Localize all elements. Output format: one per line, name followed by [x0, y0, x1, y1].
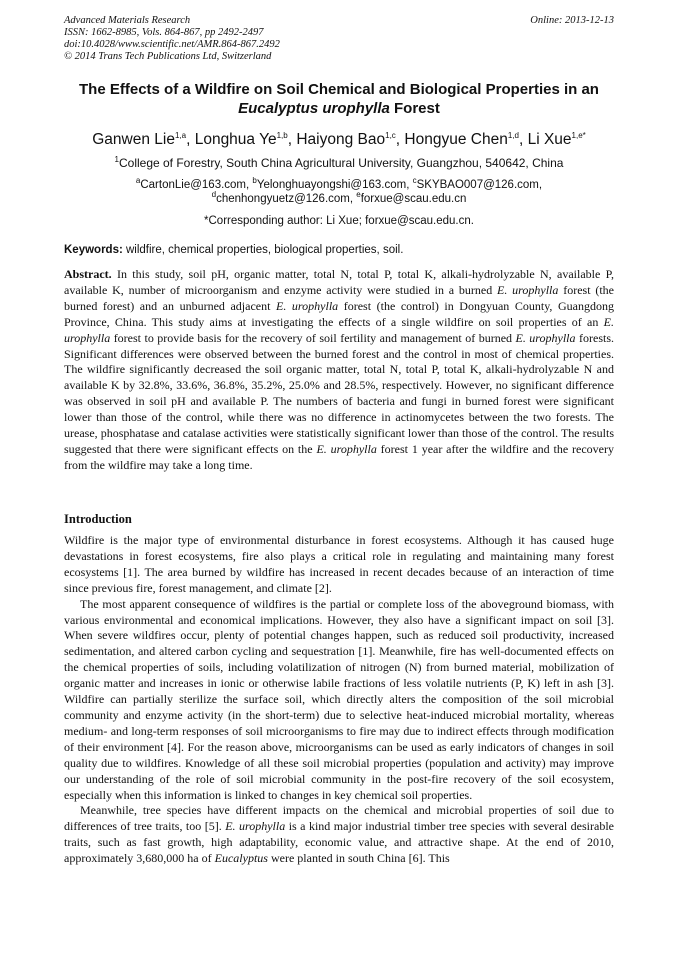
abstract-text: forests. Significant differences were observed between the burned forest and the control in most of chemical properties. The wildfire significantly decreased the soil organic matter, total N, total P, total K, alkali-hydrolyzable N and available K by 32.8%, 33.6%, 36.8%, 35.2%, 25.0% and 28.5%, respectively. However, no significant difference was observed in soil pH and available P. The numbers of bacteria and fungi in burned forest were significant lower than those of the control, while there was no difference in actinomycetes between the two forests. The urease, phosphatase and catalase activities were statistically significant lower than those of the control. The results suggested that there were significant effects on the [64, 330, 614, 456]
paper-title [40, 80, 638, 118]
author-sep: , [287, 131, 297, 148]
abstract-text: forest (the burned forest) and an unburned adjacent [64, 282, 614, 313]
paragraph: Wildfire is the major type of environmental disturbance in forest ecosystems. Although it has caused huge devastations in forest ecosystems, fire also plays a critical role in regulating and maintaining many forest ecosystems [1]. The area burned by wildfire has increased in recent decades because of an interaction of time since previous fire, forest management, and climate [2]. [64, 533, 614, 595]
abstract-text: forest to provide basis for the recovery of soil fertility and management of burned [110, 330, 516, 345]
author-name: Ganwen Lie [92, 131, 175, 148]
keywords-text: wildfire, chemical properties, biological properties, soil. [122, 244, 404, 256]
paragraph-text: Meanwhile, tree species have different impacts on the chemical and microbial properties of soil due to differences of tree traits, too [5]. [64, 803, 614, 834]
author-sep: , [186, 131, 195, 148]
paragraph-text: is a kind major industrial timber tree species with several desirable traits, such as fast growth, high adaptability, economic value, and attractive shape. At the end of 2010, approximately 3,680,000 ha of [64, 819, 614, 866]
doi: doi:10.4028/www.scientific.net/AMR.864-867.2492 [64, 39, 280, 50]
author-name: Longhua Ye [194, 131, 277, 148]
abstract-text: In this study, soil pH, organic matter, total N, total P, total K, alkali-hydrolyzable N, available P, available K, number of microorganism and enzyme activity were studied in a burned [64, 267, 614, 297]
email-sup: b [252, 176, 257, 186]
abstract-text: forest (the control) in Dongyuan County, Guangdong Province, China. This study aims at investigating the effects of a single wildfire on soil properties of an [64, 298, 614, 329]
email-address[interactable]: SKYBAO007@126.com, [416, 179, 543, 191]
affiliation-sup: 1 [114, 155, 119, 164]
author-sup: 1,e* [571, 130, 586, 140]
corresponding-author: *Corresponding author: Li Xue; forxue@scau.edu.cn. [204, 215, 474, 227]
author-sup: 1,b [276, 130, 288, 140]
keywords-label: Keywords: [64, 244, 123, 256]
email-sup: d [211, 190, 217, 200]
email-address[interactable]: chenhongyuetz@126.com, [216, 193, 357, 205]
email-list [30, 178, 648, 206]
affiliation [30, 156, 648, 171]
paragraph [64, 803, 614, 867]
online-date: Online: 2013-12-13 [530, 15, 614, 26]
species-name: E. urophylla [316, 441, 377, 456]
email-sup: c [412, 176, 417, 186]
species-name: E. urophylla [225, 819, 286, 834]
author-name: Li Xue [527, 131, 572, 148]
abstract-text: forest 1 year after the wildfire and the recovery from the wildfire may take a long time. [64, 441, 614, 472]
abstract [64, 267, 614, 474]
species-name: E. urophylla [276, 298, 339, 313]
species-name: E. urophylla [497, 282, 559, 297]
introduction-body [64, 533, 614, 867]
email-address[interactable]: CartonLie@163.com, [140, 179, 253, 191]
author-list [30, 130, 648, 150]
title-species: Eucalyptus urophylla [238, 100, 390, 117]
author-sep: , [518, 131, 528, 148]
email-line-1 [30, 178, 648, 192]
title-line-1: The Effects of a Wildfire on Soil Chemical and Biological Properties in an [79, 81, 599, 98]
author-sup: 1,a [174, 130, 187, 140]
author-sup: 1,c [385, 130, 396, 140]
author-name: Haiyong Bao [296, 131, 386, 148]
affiliation-text: College of Forestry, South China Agricultural University, Guangzhou, 540642, China [118, 156, 564, 170]
title-suffix: Forest [389, 100, 440, 117]
section-heading-introduction: Introduction [64, 512, 132, 526]
species-name: E. urophylla [64, 314, 614, 345]
author-name: Hongyue Chen [404, 131, 508, 148]
species-name: E. urophylla [515, 330, 576, 345]
paragraph: The most apparent consequence of wildfires is the partial or complete loss of the aboveground biomass, with various environmental and economical implications. However, they also have a significant impact on soil [3]. When severe wildfires occur, plenty of potential changes happen, such as reduced soil productivity, increased sedimentation, and altered carbon cycling and sequestration [1]. Meanwhile, fire has well-documented effects on the chemical properties of soils, including volatilization of nitrogen (N) from burned material, mobilization of organic matter and increases in ionic or otherwise labile fractions of less volatile nutrients (P, K) left in ash [3]. Wildfire can partially sterilize the surface soil, which directly alters the composition of the soil microbial community and enzyme activity (in the short-term) due to selective heat-induced microbial mortality, whereas medium- and long-term responses of soil microorganisms to fire may due to indirect effects through modification of their environment [4]. For the reason above, microorganisms can be used as early indicators of changes in soil quality due to wildfires. Knowledge of all these soil microbial properties (population and activity) may improve our understanding of the role of soil microbial community in the post-fire recovery of the soil ecosystem, especially when this information is linked to changes in key chemical soil properties. [64, 596, 614, 802]
journal-name: Advanced Materials Research [64, 15, 191, 26]
genus-name: Eucalyptus [214, 851, 268, 866]
title-line-2 [40, 99, 638, 118]
keywords [64, 243, 614, 257]
email-address[interactable]: forxue@scau.edu.cn [360, 193, 467, 205]
author-sup: 1,d [507, 130, 519, 140]
issn: ISSN: 1662-8985, Vols. 864-867, pp 2492-2497 [64, 27, 264, 38]
journal-header [64, 15, 614, 63]
email-sup: e [356, 190, 361, 200]
abstract-label: Abstract. [64, 267, 112, 281]
email-sup: a [135, 176, 141, 186]
email-line-2 [30, 192, 648, 206]
copyright: © 2014 Trans Tech Publications Ltd, Switzerland [64, 51, 272, 62]
email-address[interactable]: Yelonghuayongshi@163.com, [256, 179, 413, 191]
paragraph-text: were planted in south China [6]. This [267, 851, 450, 866]
author-sep: , [395, 131, 405, 148]
